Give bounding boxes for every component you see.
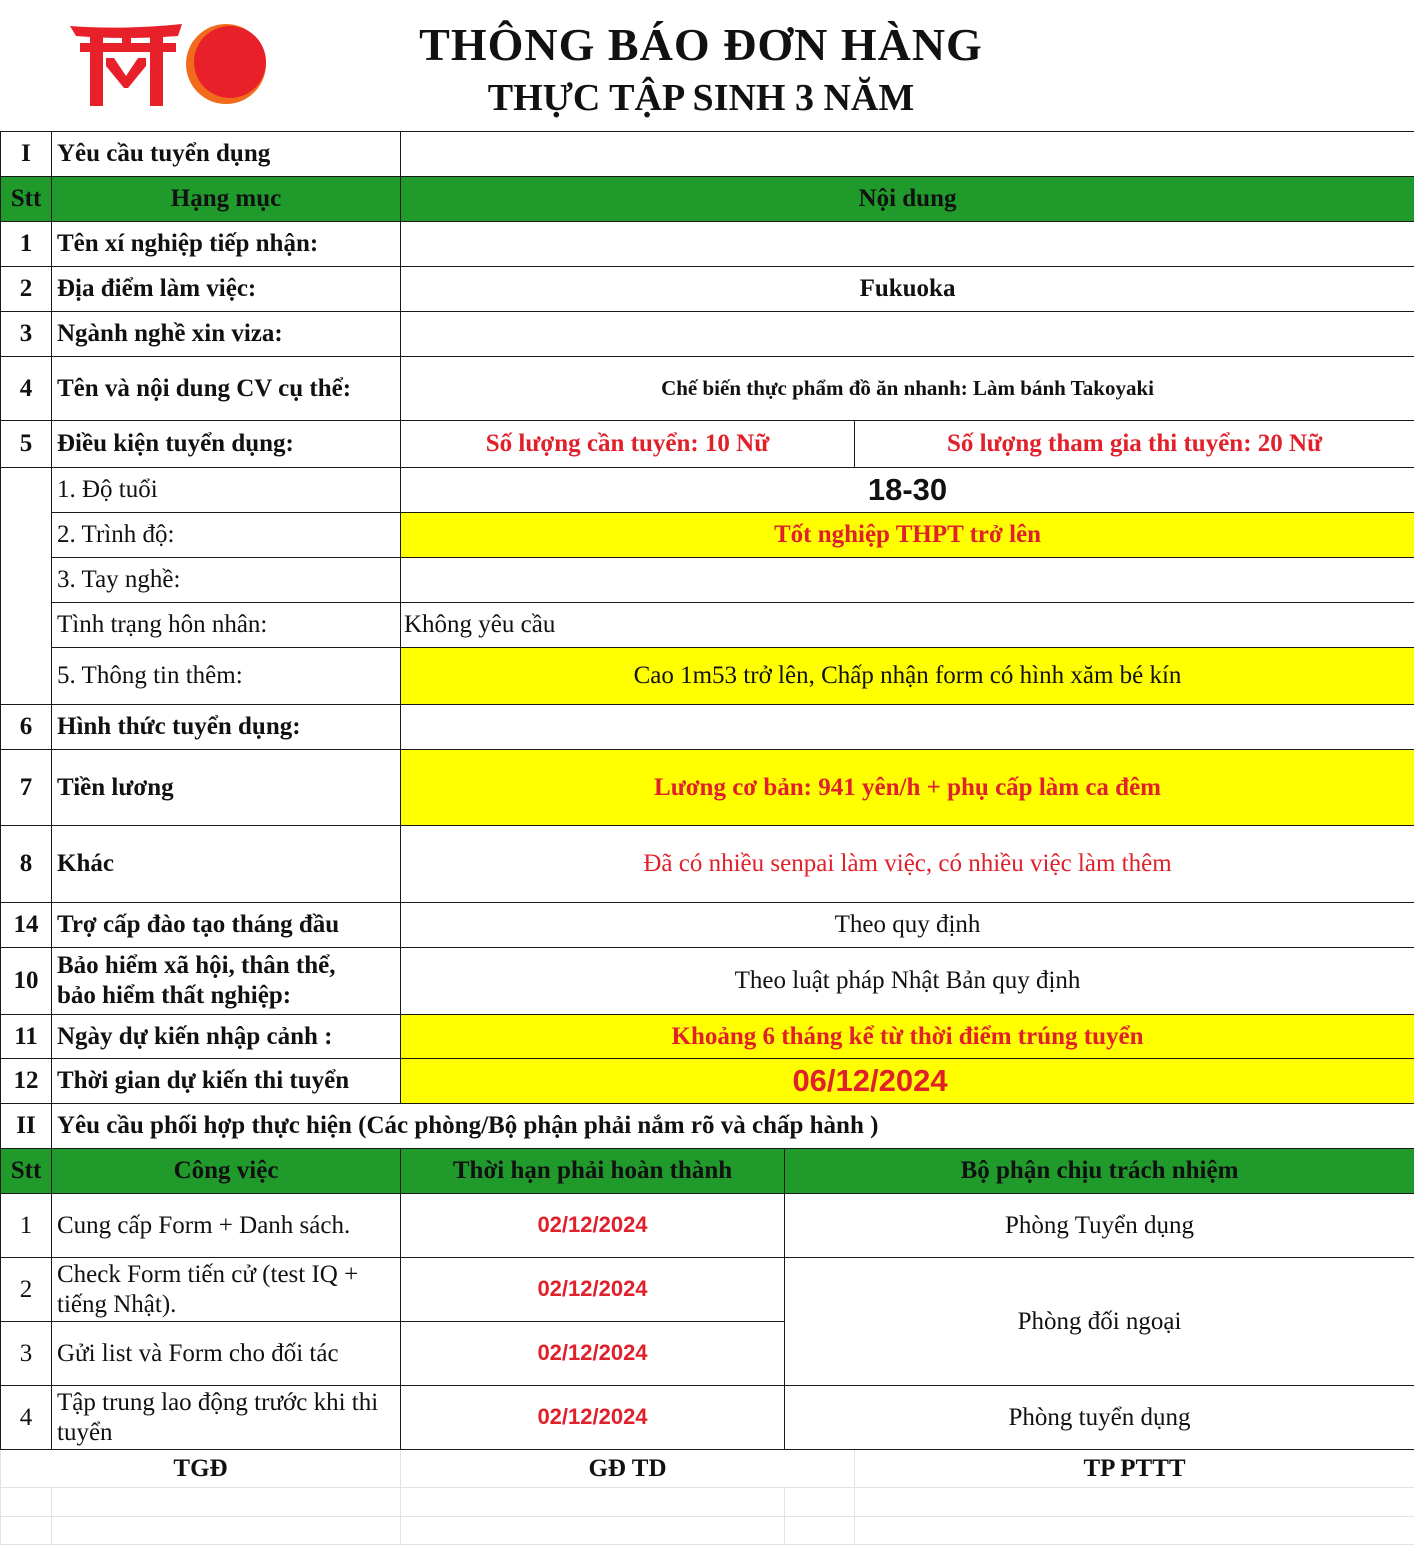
table-row <box>1 468 1414 513</box>
row-number: 6 <box>1 705 52 750</box>
table-row <box>1 222 1414 267</box>
table-row <box>1 357 1414 421</box>
marital-value: Không yêu cầu <box>401 603 1414 648</box>
deadline-value: 02/12/2024 <box>401 1386 785 1450</box>
row-label: Thời gian dự kiến thi tuyển <box>52 1059 401 1104</box>
row-value <box>401 558 1414 603</box>
document-header <box>0 0 1414 132</box>
empty-cell <box>1 1488 52 1517</box>
section-title: Yêu cầu phối hợp thực hiện (Các phòng/Bộ phận phải nắm rõ và chấp hành ) <box>52 1104 1414 1149</box>
header-content: Nội dung <box>401 177 1414 222</box>
header-item: Hạng mục <box>52 177 401 222</box>
row-label: 1. Độ tuổi <box>52 468 401 513</box>
table-row <box>1 558 1414 603</box>
table-row <box>1 1194 1414 1258</box>
section-2-header-row <box>1 1149 1414 1194</box>
row-number: 7 <box>1 750 52 826</box>
table-row <box>1 312 1414 357</box>
row-label-line: Bảo hiểm xã hội, thân thể, <box>57 952 336 979</box>
row-label: Tên xí nghiệp tiếp nhận: <box>52 222 401 267</box>
row-label: Tên và nội dung CV cụ thể: <box>52 357 401 421</box>
table-row <box>1 750 1414 826</box>
empty-cell <box>785 1488 855 1517</box>
empty-grid-row <box>1 1488 1414 1517</box>
extra-info-value: Cao 1m53 trở lên, Chấp nhận form có hình xăm bé kín <box>401 648 1414 705</box>
empty-grid-row <box>1 1517 1414 1545</box>
section-title: Yêu cầu tuyển dụng <box>52 132 401 177</box>
signature-tgd: TGĐ <box>1 1450 401 1488</box>
row-value: Fukuoka <box>401 267 1414 312</box>
row-label: 2. Trình độ: <box>52 513 401 558</box>
row-number: 12 <box>1 1059 52 1104</box>
section-1-header-row <box>1 177 1414 222</box>
row-label: 5. Thông tin thêm: <box>52 648 401 705</box>
insurance-value: Theo luật pháp Nhật Bản quy định <box>401 948 1414 1015</box>
row-number: 4 <box>1 357 52 421</box>
row-number: 14 <box>1 903 52 948</box>
row-value <box>401 705 1414 750</box>
order-table <box>0 131 1414 1545</box>
section-number: II <box>1 1104 52 1149</box>
table-row <box>1 1258 1414 1322</box>
salary-value: Lương cơ bản: 941 yên/h + phụ cấp làm ca đêm <box>401 750 1414 826</box>
entry-date-value: Khoảng 6 tháng kể từ thời điểm trúng tuyển <box>401 1015 1414 1059</box>
row-number: 5 <box>1 421 52 468</box>
row-number: 8 <box>1 826 52 903</box>
exam-date-value: 06/12/2024 <box>401 1059 1414 1104</box>
deadline-value: 02/12/2024 <box>401 1194 785 1258</box>
row-number: 4 <box>1 1386 52 1450</box>
table-row <box>1 1059 1414 1104</box>
document-title: THÔNG BÁO ĐƠN HÀNG <box>419 19 983 70</box>
header-stt: Stt <box>1 177 52 222</box>
department-value: Phòng đối ngoại <box>785 1258 1414 1386</box>
signature-tp-pttt: TP PTTT <box>855 1450 1414 1488</box>
table-row <box>1 267 1414 312</box>
age-value: 18-30 <box>401 468 1414 513</box>
table-row <box>1 948 1414 1015</box>
table-row <box>1 1386 1414 1450</box>
empty-cell <box>1 1517 52 1545</box>
section-1-title-row <box>1 132 1414 177</box>
other-value: Đã có nhiều senpai làm việc, có nhiều việc làm thêm <box>401 826 1414 903</box>
row-number: 11 <box>1 1015 52 1059</box>
row-number: 3 <box>1 312 52 357</box>
education-value: Tốt nghiệp THPT trở lên <box>401 513 1414 558</box>
empty-cell <box>52 1517 401 1545</box>
row-label: Ngành nghề xin viza: <box>52 312 401 357</box>
row-label: Tiền lương <box>52 750 401 826</box>
table-row <box>1 1015 1414 1059</box>
header-department: Bộ phận chịu trách nhiệm <box>785 1149 1414 1194</box>
empty-cell <box>401 132 1414 177</box>
empty-cell <box>855 1488 1414 1517</box>
deadline-value: 02/12/2024 <box>401 1322 785 1386</box>
row-label: 3. Tay nghề: <box>52 558 401 603</box>
section-number: I <box>1 132 52 177</box>
empty-cell <box>855 1517 1414 1545</box>
table-row <box>1 421 1414 468</box>
header-deadline: Thời hạn phải hoàn thành <box>401 1149 785 1194</box>
row-number: 2 <box>1 267 52 312</box>
table-row <box>1 513 1414 558</box>
row-label: Tình trạng hôn nhân: <box>52 603 401 648</box>
empty-stt-cell <box>1 468 52 705</box>
row-label: Ngày dự kiến nhập cảnh : <box>52 1015 401 1059</box>
header-stt: Stt <box>1 1149 52 1194</box>
row-label: Điều kiện tuyển dụng: <box>52 421 401 468</box>
task-text: Cung cấp Form + Danh sách. <box>52 1194 401 1258</box>
task-text: Tập trung lao động trước khi thi tuyển <box>52 1386 401 1450</box>
empty-cell <box>401 1488 785 1517</box>
row-label <box>52 948 401 1015</box>
department-value: Phòng tuyển dụng <box>785 1386 1414 1450</box>
document-subtitle: THỰC TẬP SINH 3 NĂM <box>487 77 915 119</box>
row-number: 3 <box>1 1322 52 1386</box>
row-label: Địa điểm làm việc: <box>52 267 401 312</box>
task-text: Gửi list và Form cho đối tác <box>52 1322 401 1386</box>
empty-cell <box>785 1517 855 1545</box>
row-value <box>401 222 1414 267</box>
table-row <box>1 705 1414 750</box>
empty-cell <box>401 1517 785 1545</box>
row-number: 10 <box>1 948 52 1015</box>
training-allowance-value: Theo quy định <box>401 903 1414 948</box>
quota-value: Số lượng cần tuyển: 10 Nữ <box>401 421 855 468</box>
exam-participants-value: Số lượng tham gia thi tuyển: 20 Nữ <box>855 421 1414 468</box>
signature-row <box>1 1450 1414 1488</box>
signature-gd-td: GĐ TD <box>401 1450 855 1488</box>
table-row <box>1 648 1414 705</box>
row-label: Khác <box>52 826 401 903</box>
row-number: 1 <box>1 1194 52 1258</box>
row-label: Trợ cấp đào tạo tháng đầu <box>52 903 401 948</box>
task-text: Check Form tiến cử (test IQ + tiếng Nhật). <box>52 1258 401 1322</box>
row-value <box>401 312 1414 357</box>
department-value: Phòng Tuyển dụng <box>785 1194 1414 1258</box>
deadline-value: 02/12/2024 <box>401 1258 785 1322</box>
row-number: 2 <box>1 1258 52 1322</box>
table-row <box>1 826 1414 903</box>
empty-cell <box>52 1488 401 1517</box>
section-2-title-row <box>1 1104 1414 1149</box>
row-label: Hình thức tuyển dụng: <box>52 705 401 750</box>
row-label-line: bảo hiểm thất nghiệp: <box>57 982 292 1009</box>
row-number: 1 <box>1 222 52 267</box>
row-value: Chế biến thực phẩm đồ ăn nhanh: Làm bánh Takoyaki <box>401 357 1414 421</box>
table-row <box>1 903 1414 948</box>
table-row <box>1 603 1414 648</box>
header-task: Công việc <box>52 1149 401 1194</box>
